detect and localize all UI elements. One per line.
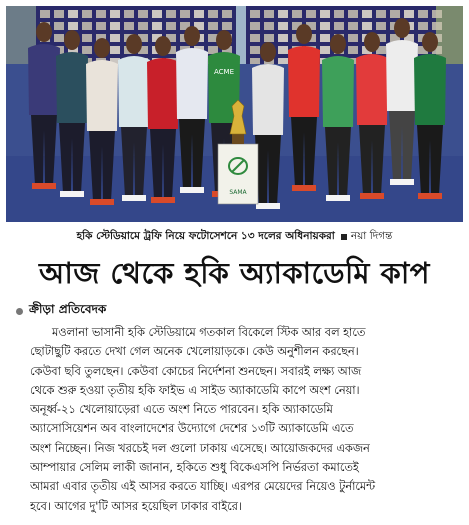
body-line: হবে। আগের দু'টি আসর হয়েছিল ঢাকার বাইরে। bbox=[30, 499, 242, 513]
sponsor-logo-tile bbox=[138, 22, 148, 30]
sponsor-logo-tile bbox=[362, 10, 372, 18]
sponsor-logo-tile bbox=[278, 10, 288, 18]
sponsor-logo-tile bbox=[278, 22, 288, 30]
sponsor-logo-tile bbox=[348, 46, 358, 54]
sponsor-logo-tile bbox=[68, 22, 78, 30]
body-line: থেকে শুরু হওয়া তৃতীয় হকি ফাইভ এ সাইড অ্যাকাডেমি কাপে অংশ নেয়া। bbox=[30, 383, 360, 397]
team-captains-photo bbox=[6, 6, 463, 222]
news-photo bbox=[6, 6, 463, 222]
sponsor-logo-tile bbox=[54, 10, 64, 18]
sponsor-logo-tile bbox=[208, 22, 218, 30]
sponsor-logo-tile bbox=[334, 22, 344, 30]
sponsor-logo-tile bbox=[250, 34, 260, 42]
sponsor-logo-tile bbox=[278, 46, 288, 54]
body-line: কেউবা ছবি তুলছেন। কেউবা কোচের নির্দেশনা শুনছেন। সবারই লক্ষ্য আজ bbox=[30, 364, 362, 378]
sponsor-logo-tile bbox=[166, 22, 176, 30]
sponsor-logo-tile bbox=[432, 22, 442, 30]
sponsor-logo-tile bbox=[110, 22, 120, 30]
reporter-name: ক্রীড়া প্রতিবেদক bbox=[29, 302, 107, 316]
sponsor-logo-tile bbox=[320, 10, 330, 18]
sponsor-logo-tile bbox=[110, 46, 120, 54]
sponsor-logo-tile bbox=[222, 22, 232, 30]
body-line: আম্পায়ার সেলিম লাকী জানান, হকিতে শুধু বিকেএসপি নির্ভরতা কমাতেই bbox=[30, 461, 359, 475]
sponsor-logo-tile bbox=[348, 22, 358, 30]
sponsor-logo-tile bbox=[348, 34, 358, 42]
sponsor-logo-tile bbox=[264, 34, 274, 42]
sponsor-logo-tile bbox=[208, 46, 218, 54]
sponsor-logo-tile bbox=[152, 22, 162, 30]
sponsor-logo-tile bbox=[222, 10, 232, 18]
body-line: অ্যাসোসিয়েশন অব বাংলাদেশের উদ্যোগে দেশের ১৩টি অ্যাকাডেমি এতে bbox=[30, 422, 354, 436]
sponsor-logo-tile bbox=[180, 10, 190, 18]
sponsor-logo-tile bbox=[250, 10, 260, 18]
sponsor-logo-tile bbox=[250, 22, 260, 30]
sponsor-logo-tile bbox=[194, 10, 204, 18]
article-headline: আজ থেকে হকি অ্যাকাডেমি কাপ bbox=[39, 256, 430, 290]
sponsor-logo-tile bbox=[96, 10, 106, 18]
sponsor-logo-tile bbox=[152, 10, 162, 18]
sponsor-logo-tile bbox=[334, 10, 344, 18]
trophy-stand bbox=[218, 144, 258, 204]
sponsor-logo-tile bbox=[138, 10, 148, 18]
sponsor-logo-tile bbox=[432, 10, 442, 18]
sponsor-logo-tile bbox=[82, 34, 92, 42]
square-bullet-icon bbox=[341, 234, 347, 240]
sponsor-logo-tile bbox=[110, 10, 120, 18]
sponsor-logo-tile bbox=[390, 10, 400, 18]
sponsor-logo-tile bbox=[82, 10, 92, 18]
sponsor-logo-tile bbox=[404, 10, 414, 18]
sponsor-logo-tile bbox=[306, 10, 316, 18]
body-line: অনূর্ধ্ব-২১ খেলোয়াড়েরা এতে অংশ নিতে পারবেন। হকি অ্যাকাডেমি bbox=[30, 403, 333, 417]
sponsor-logo-tile bbox=[82, 22, 92, 30]
sponsor-logo-tile bbox=[40, 10, 50, 18]
sponsor-logo-tile bbox=[320, 22, 330, 30]
article-body bbox=[30, 323, 456, 516]
body-line: আমরা এবার তৃতীয় এই আসর করতে যাচ্ছি। এরপর মেয়েদের নিয়েও টুর্নামেন্ট bbox=[30, 480, 376, 494]
sponsor-logo-tile bbox=[264, 10, 274, 18]
sponsor-logo-tile bbox=[418, 10, 428, 18]
sponsor-logo-tile bbox=[54, 34, 64, 42]
sponsor-logo-tile bbox=[250, 46, 260, 54]
sponsor-logo-tile bbox=[166, 10, 176, 18]
sponsor-logo-tile bbox=[110, 34, 120, 42]
sponsor-logo-tile bbox=[376, 22, 386, 30]
sponsor-logo-tile bbox=[96, 22, 106, 30]
trophy-base-text: SAMA bbox=[229, 189, 247, 196]
sponsor-logo-tile bbox=[208, 10, 218, 18]
sponsor-logo-tile bbox=[124, 22, 134, 30]
sponsor-logo-tile bbox=[348, 10, 358, 18]
photo-credit: নয়া দিগন্ত bbox=[350, 229, 393, 242]
sponsor-logo-tile bbox=[82, 46, 92, 54]
body-line: ছোটাছুটি করতে দেখা গেল অনেক খেলোয়াড়কে। কেউ অনুশীলন করছেন। bbox=[30, 345, 359, 359]
sponsor-logo-tile bbox=[418, 22, 428, 30]
trophy-icon bbox=[230, 100, 246, 144]
sponsor-logo-tile bbox=[124, 10, 134, 18]
sponsor-logo-tile bbox=[278, 34, 288, 42]
jersey-sponsor-text: ACME bbox=[213, 68, 235, 76]
bullet-dot-icon bbox=[16, 308, 23, 315]
sponsor-logo-tile bbox=[264, 22, 274, 30]
reporter-line bbox=[16, 303, 106, 319]
sponsor-logo-tile bbox=[320, 34, 330, 42]
caption-text: হকি স্টেডিয়ামে ট্রফি নিয়ে ফটোসেশনে ১৩ দলের অধিনায়করা bbox=[76, 229, 335, 242]
sponsor-logo-tile bbox=[320, 46, 330, 54]
sponsor-logo-tile bbox=[362, 22, 372, 30]
photo-caption bbox=[6, 226, 463, 248]
sponsor-logo-tile bbox=[376, 10, 386, 18]
body-line: মওলানা ভাসানী হকি স্টেডিয়ামে গতকাল বিকেলে স্টিক আর বল হাতে bbox=[52, 326, 366, 339]
sponsor-logo-tile bbox=[292, 10, 302, 18]
sponsor-logo-tile bbox=[68, 10, 78, 18]
body-line: অংশ নিচ্ছেন। নিজ খরচেই দল গুলো ঢাকায় এসেছে। আয়োজকদের একজন bbox=[30, 441, 370, 455]
sponsor-logo-tile bbox=[54, 22, 64, 30]
